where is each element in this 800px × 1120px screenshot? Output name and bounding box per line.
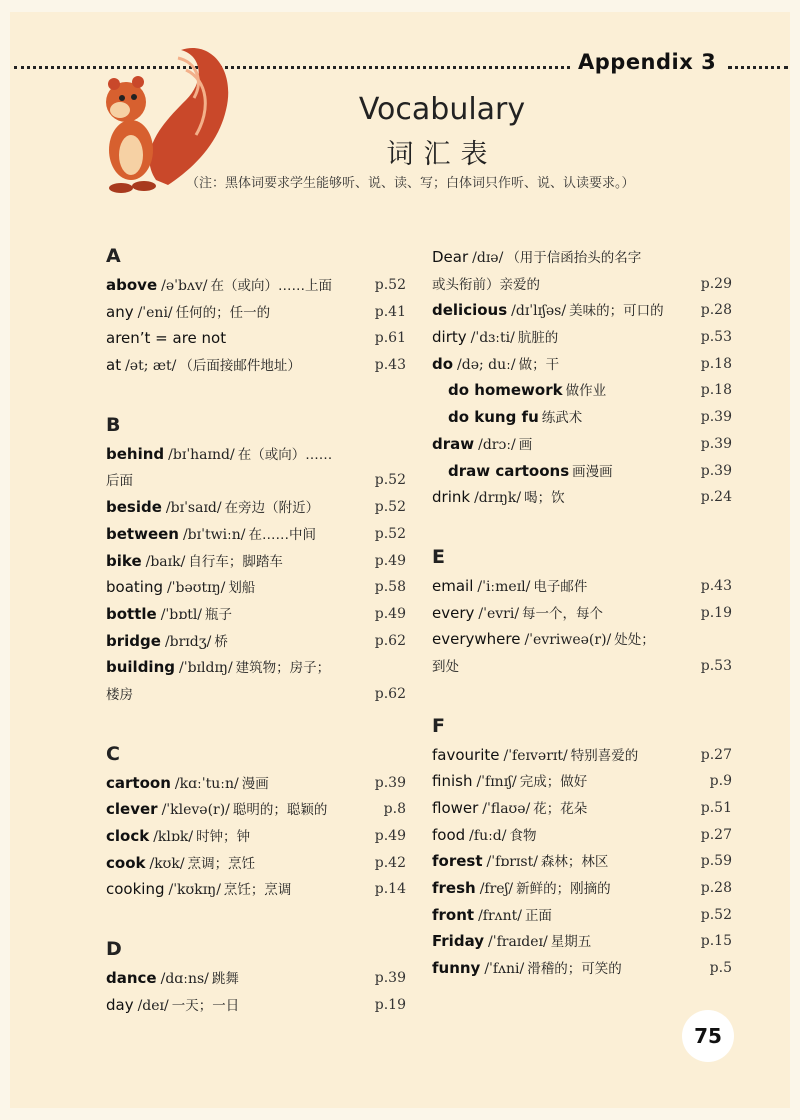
entry-page: p.39 [700, 435, 732, 452]
entry-word: bike [106, 551, 142, 570]
entry-phonetic: /ˈiːmeɪl/ [477, 578, 531, 595]
entry-meaning: 练武术 [541, 410, 583, 427]
vocab-entry [432, 875, 732, 902]
entry-word: behind [106, 444, 165, 463]
entry-phonetic: /ˈevri/ [478, 605, 520, 622]
entry-word: beside [106, 498, 162, 517]
entry-word: front [432, 905, 475, 924]
entry-word: between [106, 524, 179, 543]
vocab-entry [432, 484, 732, 511]
vocab-entry [432, 431, 732, 458]
entry-phonetic: /dɪə/ [472, 250, 504, 266]
entry-word: everywhere [432, 630, 521, 649]
entry-meaning: 烹调；烹饪 [187, 855, 256, 872]
entry-phonetic: /bɪˈtwiːn/ [182, 526, 246, 543]
vocab-entry [432, 377, 732, 404]
entry-page: p.27 [700, 746, 732, 763]
entry-phonetic: /brɪdʒ/ [164, 633, 212, 650]
entry-page: p.62 [374, 685, 406, 702]
entry-meaning: 完成；做好 [519, 774, 588, 791]
entry-phonetic: /kɑːˈtuːn/ [174, 775, 239, 792]
section-letter-b: B [106, 413, 121, 436]
entry-meaning: 喝；饮 [524, 490, 565, 507]
entry-phonetic: /ˈkʊkɪŋ/ [168, 882, 221, 899]
entry-phonetic: /ˈfʌni/ [484, 961, 525, 978]
entry-word: clever [106, 800, 158, 819]
entry-page: p.19 [700, 604, 732, 621]
vocab-entry [106, 992, 406, 1019]
entry-word: boating [106, 578, 163, 597]
entry-meaning: 食物 [509, 827, 537, 844]
vocab-entry [432, 848, 732, 875]
vocab-entry [432, 297, 732, 324]
entry-page: p.39 [700, 409, 732, 426]
entry-word: delicious [432, 301, 508, 320]
section-letter-c: C [106, 742, 120, 765]
entry-phonetic: /ˈdɜːti/ [470, 330, 515, 347]
entry-meaning: 后面 [106, 473, 133, 490]
entry-meaning: 做作业 [565, 383, 607, 400]
entry-page: p.52 [374, 525, 406, 542]
entry-phonetic: /drɪŋk/ [474, 490, 522, 507]
entry-meaning: 在……中间 [248, 526, 317, 543]
vocab-entry [432, 955, 732, 982]
entry-page: p.39 [374, 774, 406, 791]
entry-word: dance [106, 969, 157, 988]
vocab-entry [106, 272, 406, 299]
vocab-entry [432, 822, 732, 849]
entry-page: p.27 [700, 826, 732, 843]
entry-phonetic: /ˈfraɪdeɪ/ [488, 934, 548, 951]
entry-page: p.24 [700, 489, 732, 506]
entry-meaning: 时钟；钟 [196, 829, 251, 845]
entry-word: Friday [432, 932, 485, 951]
entry-phonetic: /frʌnt/ [478, 907, 522, 924]
entry-word: fresh [432, 879, 476, 898]
left-column [106, 244, 406, 1018]
entry-meaning: 任何的；任一的 [175, 304, 271, 321]
vocab-entry [432, 626, 732, 653]
entry-word: day [106, 995, 134, 1014]
entry-meaning: 建筑物；房子； [235, 660, 331, 677]
entry-meaning: 到处 [432, 658, 459, 675]
entry-word: email [432, 576, 474, 595]
entry-word: food [432, 825, 466, 844]
entry-word: forest [432, 852, 483, 871]
vocab-entry [106, 352, 406, 379]
entry-word: above [106, 276, 158, 294]
entry-meaning: 聪明的；聪颖的 [232, 802, 328, 819]
entry-meaning: 电子邮件 [533, 578, 588, 595]
entry-word: favourite [432, 745, 500, 764]
entry-word: cartoon [106, 773, 171, 792]
entry-meaning: 漫画 [241, 775, 269, 792]
entry-word: finish [432, 772, 473, 791]
entry-word: clock [106, 827, 150, 845]
entry-page: p.49 [374, 828, 406, 844]
entry-meaning: 跳舞 [211, 971, 239, 988]
vocab-entry [432, 600, 732, 627]
entry-page: p.9 [709, 773, 732, 790]
entry-page: p.5 [709, 960, 732, 977]
vocab-entry [432, 742, 732, 769]
entry-phonetic: /ˈbəʊtɪŋ/ [166, 580, 226, 597]
entry-page: p.43 [700, 577, 732, 594]
entry-meaning: 处处； [614, 632, 655, 649]
vocab-entry-continued [432, 653, 732, 680]
entry-phonetic: /ˈeni/ [137, 304, 173, 321]
vocab-entry [106, 574, 406, 601]
entry-phonetic: /ˈfɪnɪʃ/ [476, 774, 517, 791]
entry-phonetic: /ˈbɪldɪŋ/ [179, 660, 233, 677]
vocab-entry [432, 458, 732, 485]
vocab-entry [106, 796, 406, 823]
vocab-entry [106, 325, 406, 352]
entry-page: p.53 [700, 329, 732, 346]
vocab-entry [432, 902, 732, 929]
entry-word: cook [106, 853, 146, 872]
vocab-entry [106, 299, 406, 326]
entry-word: at [106, 356, 122, 375]
entry-page: p.52 [374, 499, 406, 516]
entry-word: draw cartoons [448, 461, 570, 480]
entry-page: p.53 [700, 657, 732, 674]
section-gap [432, 511, 732, 545]
entry-phonetic: /baɪk/ [145, 553, 186, 570]
entry-meaning: 画漫画 [572, 463, 613, 480]
entry-phonetic: /dɑːns/ [160, 971, 209, 988]
vocab-entry [432, 928, 732, 955]
entry-word: any [106, 302, 134, 321]
vocab-entry [432, 244, 732, 271]
entry-phonetic: /ˈflaʊə/ [482, 801, 531, 817]
section-letter-f: F [432, 714, 445, 737]
entry-page: p.42 [374, 854, 406, 871]
entry-word: dirty [432, 328, 467, 347]
section-gap [432, 680, 732, 714]
dotted-rule-right [728, 66, 788, 69]
vocab-entry [106, 628, 406, 655]
entry-word: cooking [106, 880, 165, 899]
entry-word: do homework [448, 381, 563, 400]
entry-meaning: 楼房 [106, 686, 133, 703]
entry-meaning: 划船 [228, 580, 256, 597]
entry-phonetic: /əˈbʌv/ [161, 278, 208, 294]
vocab-entry-continued [106, 681, 406, 708]
entry-meaning: 在（或向）…… [237, 446, 333, 463]
entry-phonetic: /ˈklevə(r)/ [161, 802, 230, 819]
vocab-entry [432, 351, 732, 378]
entry-phonetic: /kʊk/ [149, 855, 185, 872]
entry-page: p.52 [700, 906, 732, 923]
entry-meaning: 滑稽的；可笑的 [527, 961, 622, 978]
entry-meaning: 烹饪；烹调 [223, 882, 292, 899]
vocab-entry [432, 768, 732, 795]
entry-page: p.29 [700, 275, 732, 292]
entry-phonetic: /ˈfɒrɪst/ [486, 854, 538, 871]
entry-phonetic: /drɔː/ [478, 436, 516, 453]
entry-meaning: 在旁边（附近） [224, 500, 320, 517]
entry-meaning: （后面接邮件地址） [179, 358, 301, 375]
entry-page: p.39 [374, 970, 406, 987]
vocab-entry [106, 654, 406, 681]
vocab-entry [432, 573, 732, 600]
entry-meaning: 特别喜爱的 [570, 747, 639, 764]
entry-meaning: 美味的；可口的 [569, 303, 664, 320]
entry-page: p.19 [374, 996, 406, 1013]
vocab-entry [106, 441, 406, 468]
vocab-entry [106, 601, 406, 628]
page-number: 75 [682, 1010, 734, 1062]
entry-meaning: （用于信函抬头的名字 [506, 250, 642, 266]
entry-phonetic: /deɪ/ [137, 997, 169, 1014]
vocab-entry-continued [106, 467, 406, 494]
entry-phonetic: /freʃ/ [479, 881, 514, 898]
entry-phonetic: /ət; æt/ [125, 358, 177, 375]
section-gap [106, 379, 406, 413]
entry-meaning: 画 [518, 436, 533, 453]
entry-word: bridge [106, 631, 161, 650]
entry-word: flower [432, 799, 479, 817]
entry-meaning: 花；花朵 [533, 801, 588, 817]
entry-word: bottle [106, 604, 157, 623]
vocab-entry [432, 795, 732, 822]
entry-word: drink [432, 488, 471, 507]
section-letter-e: E [432, 545, 445, 568]
entry-meaning: 自行车；脚踏车 [188, 553, 283, 570]
entry-page: p.18 [700, 382, 732, 399]
entry-page: p.8 [383, 801, 406, 818]
vocab-entry [432, 404, 732, 431]
entry-page: p.28 [700, 880, 732, 897]
vocab-entry [106, 965, 406, 992]
entry-page: p.15 [700, 933, 732, 950]
entry-meaning: 瓶子 [205, 606, 233, 623]
entry-meaning: 正面 [524, 907, 552, 924]
section-gap [106, 708, 406, 742]
entry-page: p.49 [374, 605, 406, 622]
entry-meaning: 新鲜的；刚摘的 [516, 881, 611, 898]
entry-phonetic: /ˈbɒtl/ [160, 606, 203, 623]
entry-page: p.49 [374, 552, 406, 569]
entry-page: p.52 [374, 472, 406, 489]
title-chinese: 词汇表 [386, 139, 498, 170]
vocab-entry-continued [432, 271, 732, 298]
entry-page: p.18 [700, 355, 732, 372]
entry-page: p.39 [700, 462, 732, 479]
entry-meaning: 或头衔前）亲爱的 [432, 276, 540, 293]
entry-page: p.14 [374, 881, 406, 898]
appendix-label: Appendix 3 [578, 50, 717, 74]
entry-word: draw [432, 434, 475, 453]
vocab-entry [106, 823, 406, 850]
entry-word: do kung fu [448, 408, 539, 427]
entry-meaning: 桥 [214, 633, 228, 650]
vocab-entry [106, 876, 406, 903]
entry-page: p.52 [374, 277, 406, 293]
entry-word: aren’t = are not [106, 329, 227, 348]
vocab-entry [106, 770, 406, 797]
vocab-entry [106, 521, 406, 548]
entry-word: building [106, 658, 175, 677]
vocab-entry [106, 850, 406, 877]
entry-page: p.41 [374, 303, 406, 320]
right-column [432, 244, 732, 982]
entry-word: funny [432, 959, 481, 978]
entry-phonetic: /klɒk/ [153, 829, 194, 845]
entry-page: p.43 [374, 357, 406, 374]
section-letter-a: A [106, 245, 121, 267]
entry-meaning: 星期五 [550, 934, 592, 951]
entry-word: every [432, 603, 475, 622]
note-text: （注：黑体词要求学生能够听、说、读、写；白体词只作听、说、认读要求。） [186, 176, 635, 191]
entry-phonetic: /dɪˈlɪʃəs/ [511, 303, 567, 320]
entry-phonetic: /bɪˈsaɪd/ [165, 500, 222, 517]
entry-phonetic: /fuːd/ [469, 827, 507, 844]
entry-meaning: 肮脏的 [517, 330, 559, 347]
entry-word: Dear [432, 248, 469, 266]
entry-page: p.61 [374, 330, 406, 347]
entry-phonetic: /ˈfeɪvərɪt/ [503, 747, 568, 764]
entry-meaning: 做；干 [518, 356, 560, 373]
entry-meaning: 森林；林区 [540, 854, 609, 871]
title-english: Vocabulary [358, 92, 526, 127]
vocab-entry [106, 494, 406, 521]
entry-phonetic: /bɪˈhaɪnd/ [168, 446, 235, 463]
entry-phonetic: /də; duː/ [457, 356, 516, 373]
entry-page: p.28 [700, 302, 732, 319]
entry-word: do [432, 354, 454, 373]
section-gap [106, 903, 406, 937]
entry-page: p.58 [374, 579, 406, 596]
entry-meaning: 在（或向）……上面 [210, 278, 332, 294]
vocab-entry [106, 548, 406, 575]
entry-phonetic: /ˈevriweə(r)/ [524, 632, 612, 649]
entry-page: p.62 [374, 632, 406, 649]
entry-meaning: 每一个，每个 [522, 605, 604, 622]
section-letter-d: D [106, 938, 122, 961]
vocab-entry [432, 324, 732, 351]
entry-page: p.51 [700, 800, 732, 816]
entry-page: p.59 [700, 853, 732, 870]
entry-meaning: 一天；一日 [171, 997, 240, 1014]
